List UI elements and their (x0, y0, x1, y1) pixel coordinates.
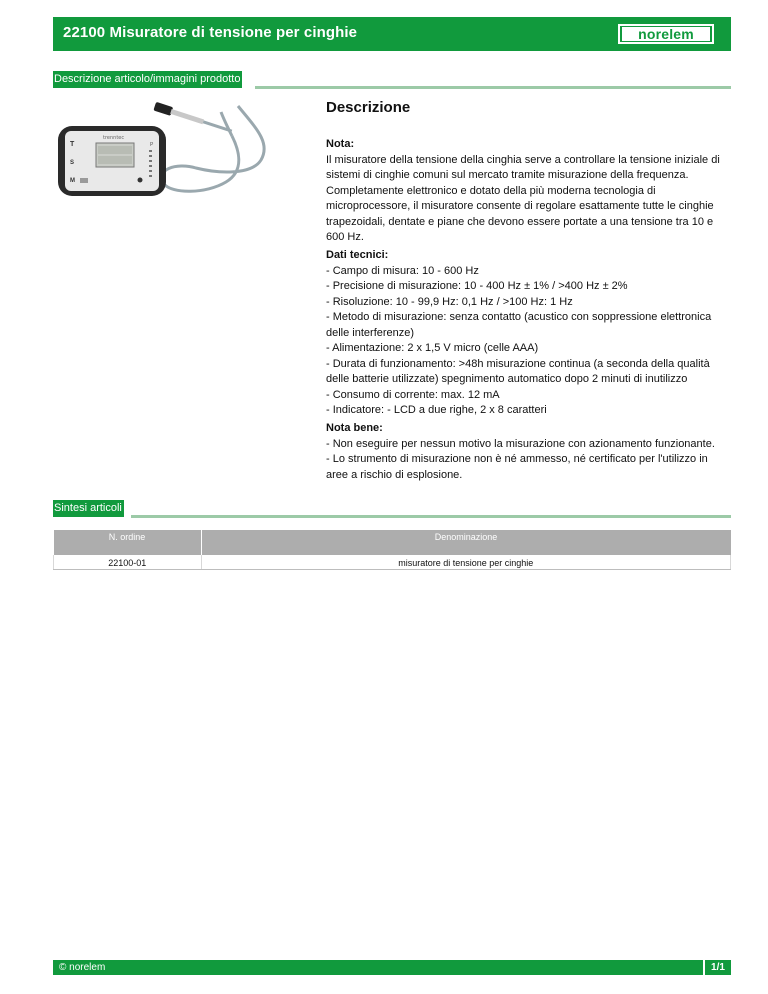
section-rule-description (255, 86, 731, 89)
column-header-denomination: Denominazione (201, 530, 731, 555)
nota-bene-line: - Lo strumento di misurazione non è né ammesso, né certificato per l'utilizzo in aree a rischio di esplosione. (326, 453, 708, 481)
column-header-order-number: N. ordine (54, 530, 202, 555)
tech-data-block (326, 248, 731, 419)
order-number-cell: 22100-01 (54, 555, 202, 570)
tech-line: - Metodo di misurazione: senza contatto (acustico con soppressione elettronica delle interferenze) (326, 311, 712, 339)
page-title: 22100 Misuratore di tensione per cinghie (63, 24, 358, 41)
footer-bar (53, 960, 731, 975)
tech-line: - Precisione di misurazione: 10 - 400 Hz ± 1% / >400 Hz ± 2% (326, 280, 628, 292)
section-rule-articles (131, 515, 731, 518)
device-letter-s: S (70, 160, 75, 166)
norelem-logo (618, 24, 714, 44)
table-row (54, 555, 731, 570)
tech-line: - Risoluzione: 10 - 99,9 Hz: 0,1 Hz / >100 Hz: 1 Hz (326, 295, 573, 308)
articles-table (53, 530, 731, 570)
section-label-articles: Sintesi articoli (53, 500, 124, 517)
note-text: Il misuratore della tensione della cinghia serve a controllare la tensione iniziale di sistemi di cinghie comuni sul mercato tramite misurazione della frequenza. Completamente elettronico e dotato della più moderna tecnologia di microprocessore, il misuratore consente di regolare esattamente tutte le cinghie trapezoidali, dentate e piane che devono essere portate a una tensione tra 10 e 600 Hz. (326, 153, 720, 243)
nota-bene-line: - Non eseguire per nessun motivo la misurazione con azionamento funzionante. (326, 437, 715, 450)
device-letter-m: M (70, 178, 75, 184)
device-brand-text: trenntec (103, 135, 125, 141)
nota-bene-block (326, 421, 731, 483)
page-number: 1/1 (703, 960, 731, 975)
tech-line: - Durata di funzionamento: >48h misurazione continua (a seconda della qualità delle batterie utilizzate) spegnimento automatico dopo 2 minuti di inutilizzo (326, 357, 710, 385)
logo-text: norelem (622, 27, 710, 41)
tech-line: - Alimentazione: 2 x 1,5 V micro (celle AAA) (326, 342, 539, 354)
nota-bene-heading: Nota bene: (326, 422, 383, 434)
device-side-label: P (150, 142, 154, 148)
section-label-description: Descrizione articolo/immagini prodotto (53, 71, 242, 88)
description-title: Descrizione (326, 99, 411, 116)
header-bar (53, 17, 731, 51)
note-heading: Nota: (326, 138, 355, 150)
tech-heading: Dati tecnici: (326, 249, 389, 261)
device-letter-t: T (70, 141, 75, 148)
tech-line: - Consumo di corrente: max. 12 mA (326, 388, 500, 401)
tech-line: - Campo di misura: 10 - 600 Hz (326, 264, 479, 277)
tech-line: - Indicatore: - LCD a due righe, 2 x 8 caratteri (326, 404, 547, 416)
product-image (56, 98, 271, 208)
table-header-row (54, 530, 731, 555)
note-block (326, 137, 731, 246)
footer-copyright: © norelem (59, 962, 106, 973)
denomination-cell: misuratore di tensione per cinghie (201, 555, 731, 570)
